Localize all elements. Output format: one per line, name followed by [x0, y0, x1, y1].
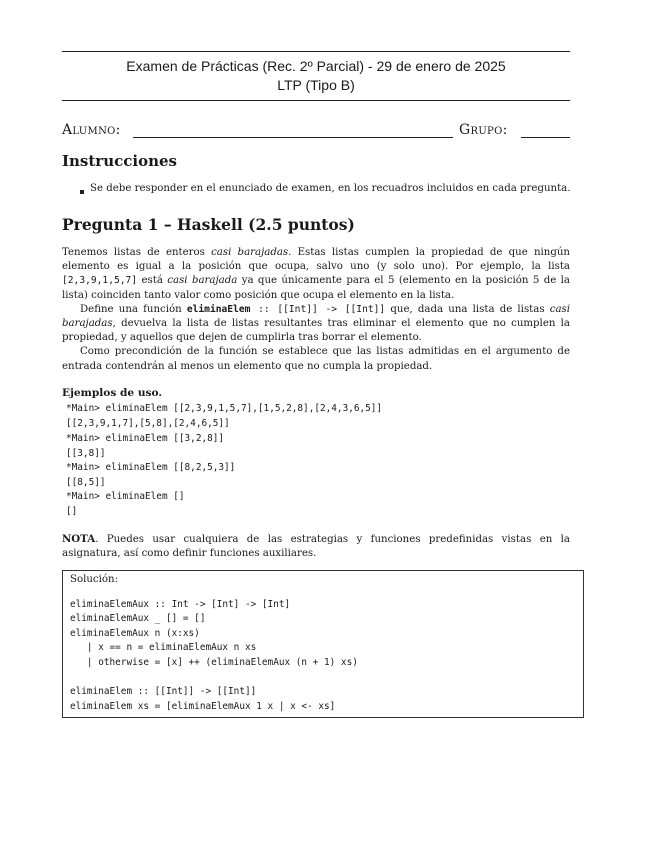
code-line: eliminaElemAux :: Int -> [Int] -> [Int]: [70, 599, 291, 610]
instruction-item: Se debe responder en el enunciado de examen, en los recuadros incluidos en cada pregunta.: [90, 183, 571, 194]
grupo-field[interactable]: [521, 137, 570, 138]
nota: NOTA. Puedes usar cualquiera de las estrategias y funciones predefinidas vistas en la asignatura, así como definir funciones auxiliares.: [62, 533, 570, 560]
paragraph-3: Como precondición de la función se establece que las listas admitidas en el argumento de entrada contendrán al menos un elemento que no cumpla la propiedad.: [62, 346, 570, 372]
exam-title: Examen de Prácticas (Rec. 2º Parcial) - 29 de enero de 2025: [126, 58, 506, 74]
solution-label: Solución:: [70, 574, 119, 585]
examples-heading: Ejemplos de uso.: [62, 387, 163, 399]
paragraph-2: Define una función eliminaElem :: [[Int]] -> [[Int]] que, dada una lista de listas casi barajadas, devuelva la lista de listas resultantes tras eliminar el elemento que no cumplen la propiedad, y aquellos que dejen de cumplirla tras borrar el elemento.: [62, 303, 570, 344]
example-line: [[8,5]]: [66, 477, 106, 488]
code-line: eliminaElemAux n (x:xs): [70, 628, 200, 639]
alumno-label: Alumno:: [62, 122, 121, 138]
question-heading: Pregunta 1 – Haskell (2.5 puntos): [62, 215, 355, 234]
bullet-icon: [80, 190, 84, 194]
example-line: []: [66, 506, 78, 517]
example-line: *Main> eliminaElem [[2,3,9,1,5,7],[1,5,2,8],[2,4,3,6,5]]: [66, 403, 383, 414]
alumno-field[interactable]: [133, 137, 453, 138]
code-line: | x == n = eliminaElemAux n xs: [70, 642, 257, 653]
question-statement: [62, 246, 570, 374]
code-line: eliminaElem xs = [eliminaElemAux 1 x | x <- xs]: [70, 701, 336, 712]
example-line: *Main> eliminaElem [[8,2,5,3]]: [66, 462, 236, 473]
grupo-label: Grupo:: [459, 122, 508, 138]
example-line: [[2,3,9,1,7],[5,8],[2,4,6,5]]: [66, 418, 230, 429]
exam-subtitle: LTP (Tipo B): [277, 77, 355, 93]
header-bottom-rule: [62, 100, 570, 101]
example-line: [[3,8]]: [66, 448, 106, 459]
header-top-rule: [62, 51, 570, 52]
code-line: eliminaElemAux _ [] = []: [70, 613, 206, 624]
code-line: eliminaElem :: [[Int]] -> [[Int]]: [70, 686, 257, 697]
paragraph-1: Tenemos listas de enteros casi barajadas. Estas listas cumplen la propiedad de que ningún elemento es igual a la posición que ocupa, salvo uno (y solo uno). Por ejemplo, la lista [2,3,9,1,5,7] está casi barajada ya que únicamente para el 5 (elemento en la posición 5 de la lista) coinciden tanto valor como posición que ocupa el elemento en la lista.: [62, 247, 571, 301]
example-line: *Main> eliminaElem []: [66, 491, 185, 502]
example-line: *Main> eliminaElem [[3,2,8]]: [66, 433, 225, 444]
instructions-heading: Instrucciones: [62, 152, 177, 170]
code-line: | otherwise = [x] ++ (eliminaElemAux (n + 1) xs): [70, 657, 358, 668]
